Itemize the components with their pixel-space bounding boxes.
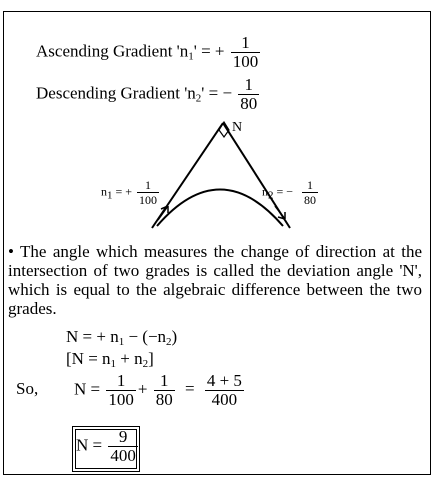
result-lhs: N = [76, 435, 103, 455]
diagram-left-fraction [137, 178, 159, 207]
eq3-fraction-1 [106, 372, 136, 409]
eq3-f1-num: 1 [106, 372, 136, 391]
eq3-lhs: N = [74, 379, 101, 399]
eq3-equals: = [184, 379, 195, 399]
equation-3 [16, 372, 246, 409]
diagram-left-sub: 1 [107, 189, 113, 202]
ascending-label: Ascending Gradient 'n [36, 41, 189, 61]
descending-label: Descending Gradient 'n [36, 83, 196, 103]
eq3-fraction-2 [154, 372, 175, 409]
descending-den: 80 [240, 94, 258, 113]
diagram-left-num: 1 [137, 178, 159, 193]
eq2-sub-1: 1 [110, 358, 117, 370]
diagram-right-label [262, 178, 320, 207]
eq3-f1-den: 100 [108, 390, 134, 409]
eq3-f3-den: 400 [211, 390, 238, 409]
eq3-so: So, [16, 379, 39, 399]
diagram-right-sub: 2 [268, 189, 274, 202]
eq3-f2-num: 1 [154, 372, 175, 391]
diagram-right-fraction [302, 178, 318, 207]
ascending-sub: 1 [188, 50, 194, 63]
diagram-right-n: n [262, 184, 268, 199]
eq2-part-c: ] [148, 349, 154, 368]
diagram-left-eq: = + [112, 184, 133, 199]
result-fraction [108, 428, 138, 465]
diagram-left-n: n [101, 184, 107, 199]
ascending-fraction [231, 34, 261, 71]
eq1-sub-2: 2 [166, 336, 172, 348]
descending-num: 1 [238, 76, 259, 95]
eq2-part-b: + n [116, 349, 143, 368]
result-den: 400 [110, 446, 136, 465]
eq3-fraction-3 [205, 372, 244, 409]
descending-fraction [238, 76, 259, 113]
diagram-right-den: 80 [304, 193, 317, 207]
ascending-gradient-line [36, 34, 262, 71]
ascending-eq: ' = + [193, 41, 225, 61]
apex-label: N [232, 120, 243, 135]
eq2-part-a: [N = n [66, 349, 111, 368]
descending-sub: 2 [195, 92, 202, 105]
eq1-part-c: ) [171, 327, 178, 346]
diagram-right-num: 1 [302, 178, 318, 193]
eq1-sub-1: 1 [118, 336, 125, 348]
diagram-right-eq: = − [273, 184, 294, 199]
diagram-left-label [101, 178, 161, 207]
equation-1 [66, 327, 177, 348]
gradient-diagram [95, 118, 345, 230]
definition-paragraph: • The angle which measures the change of direction at the intersection of two grades is called the deviation angle 'N', which is equal to the algebraic difference between the two grades. [8, 242, 422, 318]
corner-mark [342, 0, 436, 3]
eq1-part-a: N = + n [66, 327, 119, 346]
ascending-num: 1 [231, 34, 261, 53]
ascending-den: 100 [232, 52, 259, 71]
eq1-part-b: − (−n [124, 327, 167, 346]
result-num: 9 [108, 428, 138, 447]
eq2-sub-2: 2 [142, 358, 149, 370]
eq3-f2-den: 80 [155, 390, 173, 409]
descending-gradient-line [36, 76, 261, 113]
descending-eq: ' = − [201, 83, 233, 103]
diagram-left-den: 100 [139, 193, 158, 207]
result-equation [76, 428, 140, 465]
equation-2 [66, 349, 154, 370]
eq3-plus: + [137, 379, 148, 399]
eq3-f3-num: 4 + 5 [206, 371, 242, 390]
